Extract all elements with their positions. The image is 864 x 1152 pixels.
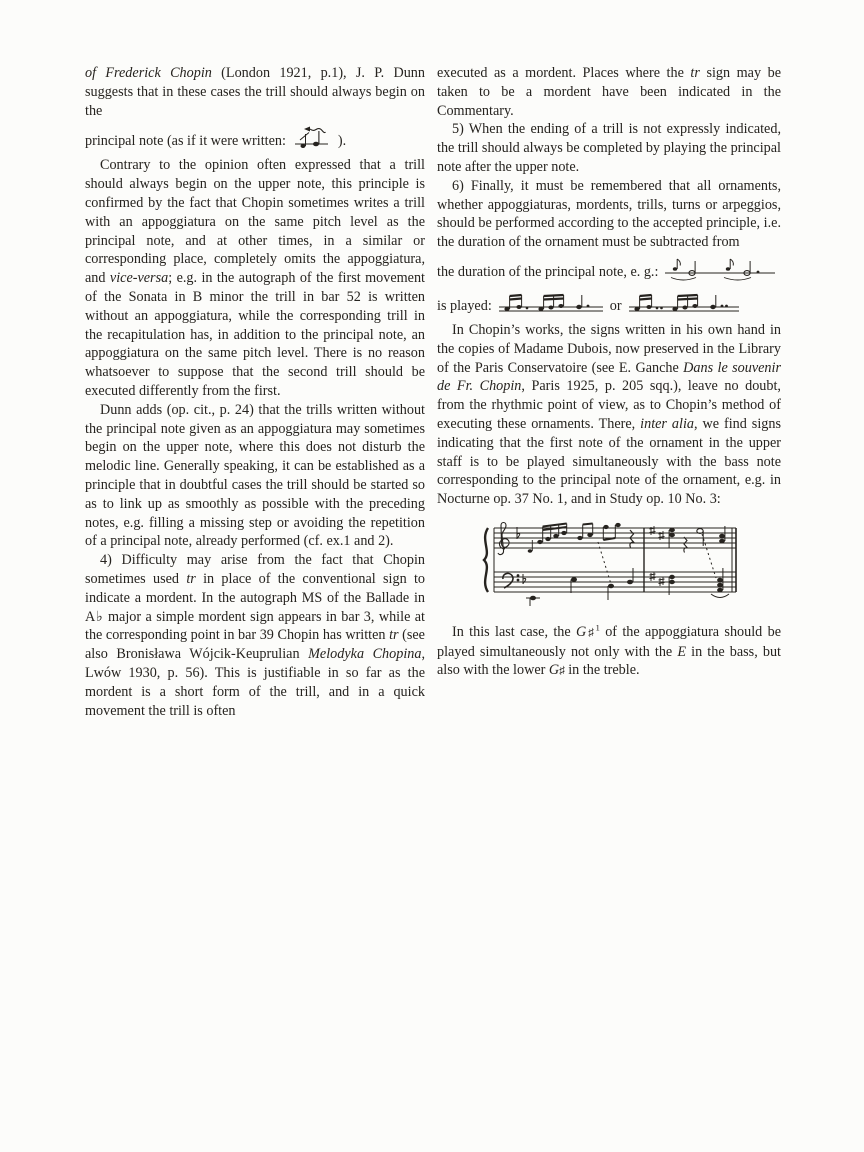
paragraph: [437, 64, 781, 120]
paragraph: [85, 64, 425, 120]
paragraph: [437, 623, 781, 681]
text-run: in the treble.: [564, 662, 640, 679]
text-run: Dans le souvenir de Fr. Chopin: [437, 359, 781, 395]
paragraph: [85, 401, 425, 551]
text-run: vice-versa: [109, 270, 169, 287]
paragraph: [437, 120, 781, 176]
ornament-played-figure-1: [499, 292, 603, 317]
music-text-line: [85, 120, 425, 156]
text-run: is played:: [437, 297, 492, 314]
music-text-line: [437, 287, 781, 321]
text-run: Melodyka Chopina: [308, 646, 422, 663]
paragraph: [437, 321, 781, 509]
text-run: Contrary to the opinion often expressed that a trill should always begin on the upper note, this principle is confirmed by the fact that Chopin sometimes writes a trill with an appoggiatura on the same pitch level as the principal note, and at other times, in a similar or corresponding place, completely omits the appoggiatura, and: [85, 157, 425, 287]
text-run: tr: [690, 65, 700, 81]
text-run: of the appoggiatura should be played simultaneously not only with the: [437, 623, 782, 660]
text-run: G: [548, 662, 560, 679]
text-run: , Lwów 1930, p. 56). This is justifiable in so far as the mordent is a short form of the trill, and in a quick movement the trill is often: [85, 646, 425, 719]
text-run: ; e.g. in the autograph of the first movement of the Sonata in B minor the trill in bar 52 is written without an appoggiatura, while the corresponding trill in the recapitulation has, in addition to the principal note, an appoggiatura on the same pitch level. There is no reason whatsoever to suppose that the second trill should be executed differently from the first.: [85, 270, 425, 399]
text-run: or: [609, 297, 622, 314]
text-run: ).: [337, 133, 347, 150]
text-run: 5) When the ending of a trill is not expressly indicated, the trill should always be completed by playing the principal note after the upper note.: [437, 121, 781, 175]
text-run: tr: [389, 627, 399, 644]
text-run: the duration of the principal note, e. g.:: [437, 263, 659, 280]
text-run: ♯: [559, 665, 565, 678]
text-run: 4) Difficulty may arise from the fact that Chopin sometimes used: [85, 552, 425, 587]
grand-staff-example: [437, 509, 781, 623]
text-run: 1: [595, 622, 600, 632]
text-run: 6) Finally, it must be remembered that all ornaments, whether appoggiaturas, mordents, trills, turns or arpeggios, should be performed according to the accepted principle, i.e. the duration of the ornament must be subtracted from: [437, 177, 781, 251]
text-run: G: [576, 623, 587, 640]
trill-grace-figure: [293, 125, 331, 152]
text-run: , Paris 1925, p. 205 sqq.), leave no doubt, from the rhythmic point of view, as to Chopin’s method of executing these ornaments. There,: [437, 378, 781, 432]
paragraph: [85, 551, 425, 720]
ornament-written-figure: [665, 257, 775, 283]
column-right: [437, 64, 781, 681]
text-run: ♯: [586, 626, 596, 639]
ornament-played-figure-2: [629, 292, 739, 317]
text-run: , we find signs indicating that the first note of the ornament in the upper staff is to be played simultaneously with the bass note corresponding to the principal note of the ornament, e.g. in Nocturne op. 37 No. 1, and in Study op. 10 No. 3:: [437, 415, 781, 508]
text-run: In Chopin’s works, the signs written in his own hand in the copies of Madame Dubois, now preserved in the Library of the Paris Conservatoire (see E. Ganche: [437, 321, 781, 376]
text-run: Dunn adds (op. cit., p. 24) that the trills written without the principal note given as an appoggiatura may sometimes begin on the upper note, where this does not disturb the melodic line. Generally speaking, it can be established as a principle that in doubtful cases the trill should be started so as to link up as smoothly as possible with the preceding notes, e.g. filling a missing step or avoiding the repetition of a principal note, already performed (cf. ex.1 and 2).: [85, 401, 425, 550]
paragraph: [437, 177, 781, 252]
text-run: principal note (as if it were written:: [85, 133, 286, 150]
text-run: inter alia: [640, 415, 694, 432]
text-run: sign may be taken to be a mordent have been indicated in the Commentary.: [437, 65, 781, 119]
text-run: executed as a mordent. Places where the: [437, 65, 691, 81]
music-text-line: [437, 252, 781, 287]
paragraph: [85, 156, 425, 400]
text-run: (see also Bronisława Wójcik-Keuprulian: [85, 627, 425, 663]
text-run: (London 1921, p.1), J. P. Dunn suggests that in these cases the trill should always begin on the: [85, 65, 425, 119]
text-run: of Frederick Chopin: [85, 65, 212, 81]
text-run: tr: [186, 570, 196, 587]
column-left: [85, 64, 425, 720]
text-run: in the bass, but also with the lower: [437, 643, 781, 679]
text-run: E: [677, 643, 687, 660]
text-run: In this last case, the: [452, 623, 577, 640]
text-run: in place of the conventional sign to indicate a mordent. In the autograph MS of the Ballade in A♭ major a simple mordent sign appears in bar 3, while at the corresponding point in bar 39 Chopin has written: [85, 570, 425, 644]
